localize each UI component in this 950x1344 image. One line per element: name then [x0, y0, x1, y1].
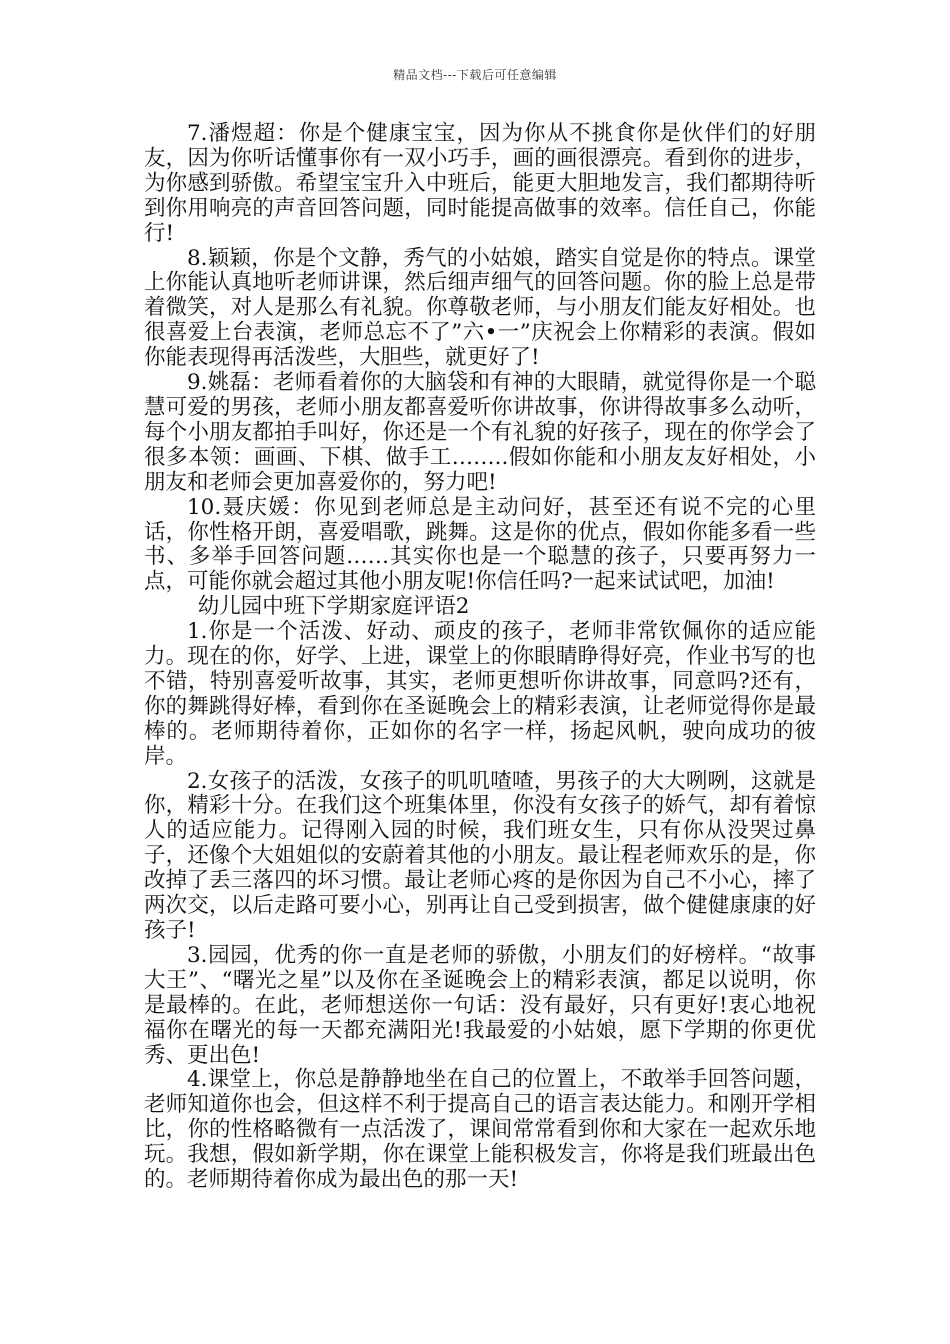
comment-paragraph-1: 1.你是一个活泼、好动、顽皮的孩子，老师非常钦佩你的适应能力。现在的你，好学、上进，课堂上的你眼睛睁得好亮，作业书写的也不错，特别喜爱听故事，其实，老师更想听你讲故事，同意吗?还有，你的舞跳得好棒，看到你在圣诞晚会上的精彩表演，让老师觉得你是最棒的。老师期待着你，正如你的名字一样，扬起风帆，驶向成功的彼岸。	[144, 619, 816, 769]
comment-paragraph-7: 7.潘煜超：你是个健康宝宝，因为你从不挑食你是伙伴们的好朋友，因为你听话懂事你有一双小巧手，画的画很漂亮。看到你的进步，为你感到骄傲。希望宝宝升入中班后，能更大胆地发言，我们都期待听到你用响亮的声音回答问题，同时能提高做事的效率。信任自己，你能行!	[144, 121, 816, 246]
comment-paragraph-8: 8.颖颖，你是个文静，秀气的小姑娘，踏实自觉是你的特点。课堂上你能认真地听老师讲课，然后细声细气的回答问题。你的脸上总是带着微笑，对人是那么有礼貌。你尊敬老师，与小朋友们能友好相处。也很喜爱上台表演，老师总忘不了”六•一”庆祝会上你精彩的表演。假如你能表现得再活泼些，大胆些，就更好了!	[144, 245, 816, 371]
comment-paragraph-10: 10.聂庆媛：你见到老师总是主动问好，甚至还有说不完的心里话，你性格开朗，喜爱唱歌，跳舞。这是你的优点，假如你能多看一些书、多举手回答问题……其实你也是一个聪慧的孩子，只要再努力一点，可能你就会超过其他小朋友呢!你信任吗?一起来试试吧，加油!	[144, 494, 816, 595]
page-header: 精品文档---下载后可任意编辑	[393, 68, 557, 82]
document-body	[144, 122, 816, 1193]
section-heading: 幼儿园中班下学期家庭评语2	[197, 594, 470, 620]
comment-paragraph-3: 3.园园，优秀的你一直是老师的骄傲，小朋友们的好榜样。“故事大王”、“曙光之星”以及你在圣诞晚会上的精彩表演，都足以说明，你是最棒的。在此，老师想送你一句话：没有最好，只有更好!衷心地祝福你在曙光的每一天都充满阳光!我最爱的小姑娘，愿下学期的你更优秀、更出色!	[144, 942, 816, 1068]
comment-paragraph-4: 4.课堂上，你总是静静地坐在自己的位置上，不敢举手回答问题，老师知道你也会，但这样不利于提高自己的语言表达能力。和刚开学相比，你的性格略微有一点活泼了，课间常常看到你和大家在一起欢乐地玩。我想，假如新学期，你在课堂上能积极发言，你将是我们班最出色的。老师期待着你成为最出色的那一天!	[144, 1067, 816, 1193]
comment-paragraph-9: 9.姚磊：老师看着你的大脑袋和有神的大眼睛，就觉得你是一个聪慧可爱的男孩，老师小朋友都喜爱听你讲故事，你讲得故事多么动听，每个小朋友都拍手叫好，你还是一个有礼貌的好孩子，现在的你学会了很多本领：画画、下棋、做手工……..假如你能和小朋友友好相处，小朋友和老师会更加喜爱你的，努力吧!	[144, 370, 816, 495]
comment-paragraph-2: 2.女孩子的活泼，女孩子的叽叽喳喳，男孩子的大大咧咧，这就是你，精彩十分。在我们这个班集体里，你没有女孩子的娇气，却有着惊人的适应能力。记得刚入园的时候，我们班女生，只有你从没哭过鼻子，还像个大姐姐似的安蔚着其他的小朋友。最让程老师欢乐的是，你改掉了丢三落四的坏习惯。最让老师心疼的是你因为自己不小心，摔了两次交，以后走路可要小心，别再让自己受到损害，做个健健康康的好孩子!	[144, 768, 816, 943]
